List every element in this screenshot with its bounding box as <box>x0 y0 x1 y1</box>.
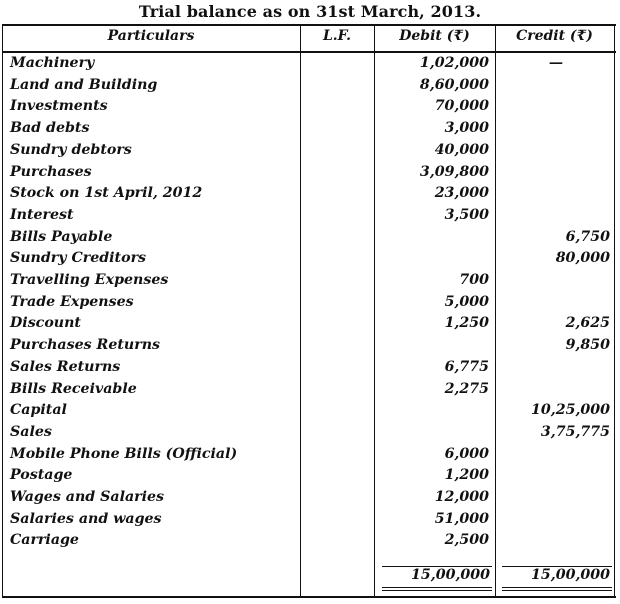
table-row <box>2 402 616 423</box>
credit-cell: 2,625 <box>565 315 610 332</box>
table-row <box>2 511 616 532</box>
debit-cell: 1,250 <box>444 315 489 332</box>
credit-cell: 9,850 <box>565 337 610 354</box>
header-credit: Credit (₹) <box>516 28 593 44</box>
debit-cell: 3,500 <box>444 206 489 223</box>
debit-cell: 6,000 <box>444 445 489 462</box>
particulars-cell: Trade Expenses <box>10 293 134 310</box>
table-row <box>2 424 616 445</box>
particulars-cell: Sundry Creditors <box>10 250 147 267</box>
table-row <box>2 120 616 141</box>
particulars-cell: Sales Returns <box>10 358 121 375</box>
credit-total-double-rule-2 <box>502 590 612 591</box>
document-title: Trial balance as on 31st March, 2013. <box>138 2 482 21</box>
table-row <box>2 164 616 185</box>
header-rule <box>2 51 616 53</box>
debit-total-double-rule-2 <box>382 590 492 591</box>
table-row <box>2 294 616 315</box>
particulars-cell: Travelling Expenses <box>10 272 169 288</box>
table-row <box>2 229 616 250</box>
top-rule <box>2 24 616 26</box>
debit-cell: 70,000 <box>434 98 489 115</box>
particulars-cell: Bills Payable <box>10 228 113 245</box>
table-row <box>2 315 616 336</box>
particulars-cell: Sundry debtors <box>10 141 132 158</box>
debit-cell: 8,60,000 <box>419 76 489 93</box>
table-row <box>2 359 616 380</box>
debit-cell: 6,775 <box>444 358 489 375</box>
debit-cell: 12,000 <box>434 489 489 505</box>
debit-cell: 5,000 <box>444 293 489 310</box>
debit-total-double-rule-1 <box>382 587 492 588</box>
particulars-cell: Carriage <box>10 532 79 549</box>
particulars-cell: Discount <box>10 315 81 332</box>
table-row <box>2 489 616 510</box>
table-row <box>2 532 616 553</box>
total-debit: 15,00,000 <box>411 567 490 583</box>
table-row <box>2 98 616 119</box>
table-row <box>2 272 616 293</box>
credit-cell: 6,750 <box>565 228 610 245</box>
particulars-cell: Sales <box>10 423 52 440</box>
particulars-cell: Stock on 1st April, 2012 <box>10 185 203 202</box>
debit-cell: 3,000 <box>444 120 489 137</box>
table-row <box>2 55 616 76</box>
credit-cell: 80,000 <box>555 250 610 267</box>
header-particulars: Particulars <box>107 28 195 44</box>
debit-cell: 40,000 <box>434 141 489 158</box>
table-row <box>2 142 616 163</box>
table-row <box>2 381 616 402</box>
credit-cell: — <box>548 55 564 71</box>
particulars-cell: Land and Building <box>10 76 158 93</box>
total-credit: 15,00,000 <box>531 567 610 583</box>
table-row <box>2 467 616 488</box>
debit-cell: 1,200 <box>444 467 489 484</box>
particulars-cell: Mobile Phone Bills (Official) <box>10 445 238 462</box>
credit-total-double-rule-1 <box>502 587 612 588</box>
particulars-cell: Capital <box>10 402 67 419</box>
trial-balance-table <box>2 24 616 598</box>
table-row <box>2 185 616 206</box>
particulars-cell: Salaries and wages <box>10 510 162 527</box>
debit-cell: 3,09,800 <box>419 163 489 180</box>
credit-cell: 10,25,000 <box>531 402 610 419</box>
table-row <box>2 250 616 271</box>
particulars-cell: Postage <box>10 467 73 484</box>
particulars-cell: Machinery <box>10 55 95 71</box>
header-debit: Debit (₹) <box>399 28 470 44</box>
particulars-cell: Wages and Salaries <box>10 489 165 505</box>
table-row <box>2 337 616 358</box>
table-row <box>2 207 616 228</box>
particulars-cell: Interest <box>10 206 74 223</box>
debit-cell: 2,275 <box>444 380 489 397</box>
table-row <box>2 446 616 467</box>
debit-cell: 1,02,000 <box>419 55 489 71</box>
debit-cell: 51,000 <box>434 510 489 527</box>
debit-cell: 2,500 <box>444 532 489 549</box>
particulars-cell: Purchases Returns <box>10 337 161 354</box>
debit-cell: 23,000 <box>434 185 489 202</box>
table-row <box>2 77 616 98</box>
credit-cell: 3,75,775 <box>540 423 610 440</box>
particulars-cell: Bills Receivable <box>10 380 137 397</box>
particulars-cell: Purchases <box>10 163 92 180</box>
bottom-rule <box>2 596 616 598</box>
particulars-cell: Investments <box>10 98 108 115</box>
debit-cell: 700 <box>459 272 489 288</box>
particulars-cell: Bad debts <box>10 120 90 137</box>
header-lf: L.F. <box>322 28 352 44</box>
